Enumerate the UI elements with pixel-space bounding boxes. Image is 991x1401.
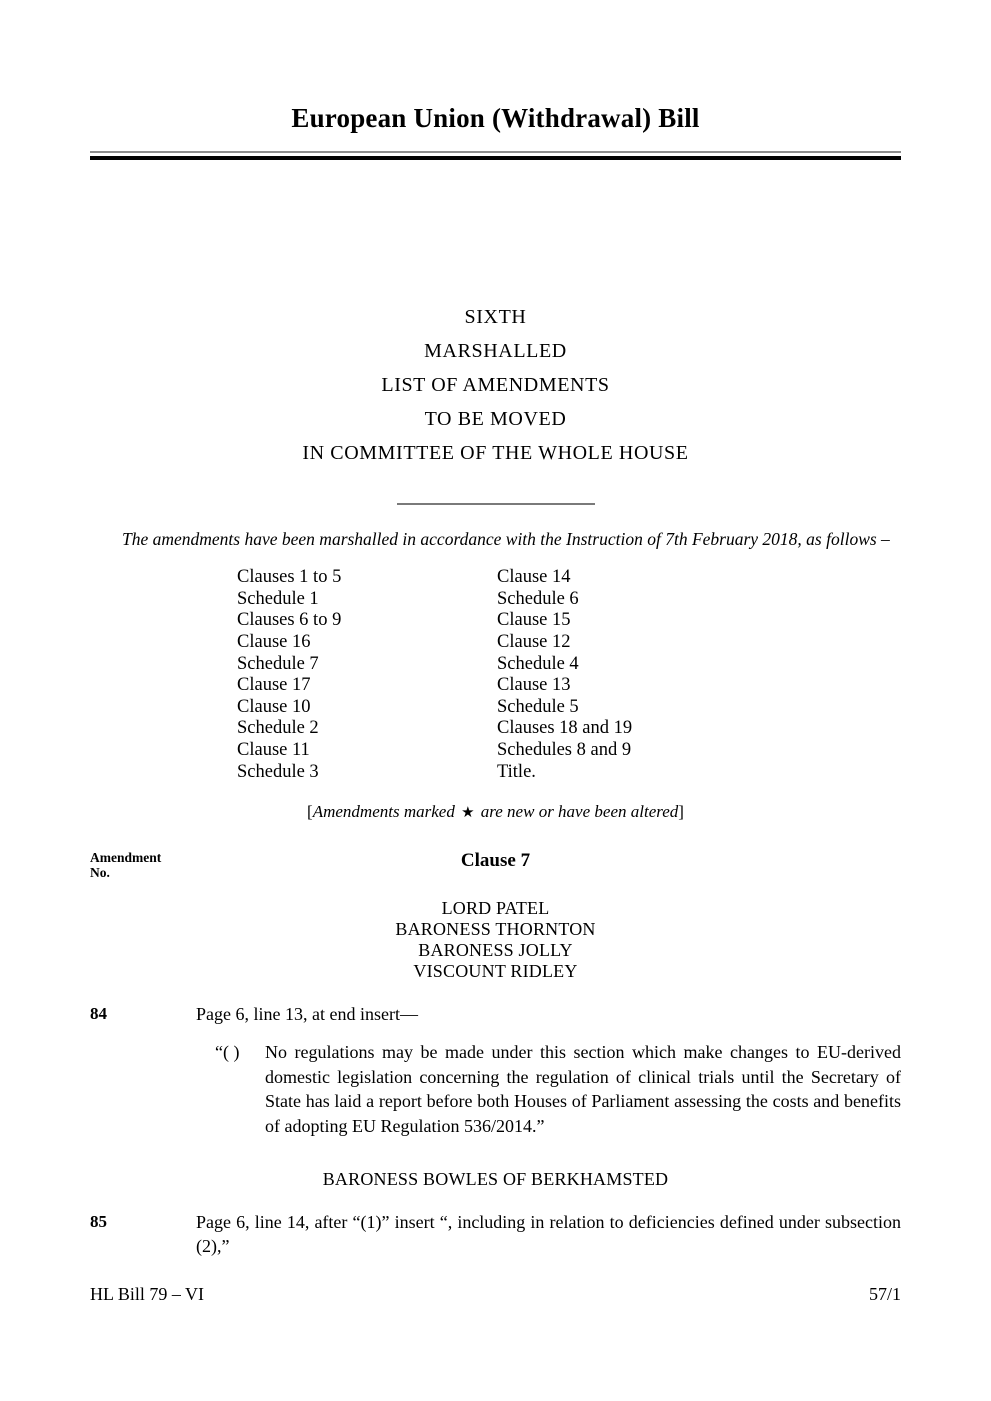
quote-marker: “( ) (215, 1042, 240, 1063)
amendment-entry-84 (90, 1002, 901, 1138)
amendment-number: 84 (90, 1004, 107, 1024)
page-title: European Union (Withdrawal) Bill (291, 103, 700, 133)
clause-order-column-left (237, 567, 341, 783)
clause-order-item: Clause 13 (497, 675, 571, 696)
heading-line-to-be-moved: TO BE MOVED (424, 407, 567, 430)
clause-order-item: Clause 17 (237, 675, 311, 696)
marshalled-list-heading (90, 300, 901, 505)
clause-order-item: Schedule 6 (497, 588, 579, 609)
clause-order-item: Clause 10 (237, 696, 311, 717)
note-text-after: are new or have been altered (476, 802, 679, 822)
amendment-quoted-text (215, 1040, 901, 1138)
clause-order-list (90, 567, 901, 783)
clause-order-item: Schedule 5 (497, 696, 579, 717)
clause-heading: Clause 7 (460, 850, 531, 872)
amendment-no-label-line2: No. (90, 865, 110, 881)
clause-order-item: Clauses 6 to 9 (237, 610, 342, 631)
clause-order-item: Clauses 18 and 19 (497, 718, 633, 739)
title-divider-rules (90, 151, 901, 160)
amendment-lead-text: Page 6, line 14, after “(1)” insert “, including in relation to deficiencies defined under subsection (2),” (196, 1212, 901, 1257)
bill-reference: HL Bill 79 – VI (90, 1284, 205, 1304)
sponsor-name: BARONESS BOWLES OF BERKHAMSTED (322, 1169, 669, 1190)
amendment-number: 85 (90, 1212, 107, 1232)
clause-order-item: Clause 15 (497, 610, 571, 631)
heading-line-sixth: SIXTH (464, 305, 527, 328)
clause-order-item: Schedule 7 (237, 653, 319, 674)
clause-order-item: Title. (497, 761, 536, 782)
amendment-no-label (90, 850, 161, 880)
heading-line-list-of-amendments: LIST OF AMENDMENTS (381, 373, 610, 396)
star-icon: ★ (461, 805, 475, 822)
amendment-lead-text: Page 6, line 13, at end insert— (196, 1004, 418, 1025)
heading-line-in-committee: IN COMMITTEE OF THE WHOLE HOUSE (302, 441, 689, 464)
quote-body: No regulations may be made under this section which make changes to EU-derived domestic legislation concerning the regulation of clinical trials until the Secretary of State has laid a report before both Houses of Parliament assessing the costs and benefits of adopting EU Regulation 536/2014.” (265, 1042, 901, 1136)
amendment-entry-85 (90, 1210, 901, 1258)
clause-order-item: Schedule 2 (237, 718, 319, 739)
sponsor-list (90, 898, 901, 982)
clause-order-item: Clause 16 (237, 631, 311, 652)
section-divider (397, 503, 595, 505)
amendment-column-header (90, 850, 901, 890)
clause-order-item: Schedule 1 (237, 588, 319, 609)
title-rule-thick (90, 156, 901, 160)
note-open-bracket: [ (307, 802, 313, 822)
heading-line-marshalled: MARSHALLED (424, 339, 567, 362)
sponsor-name: VISCOUNT RIDLEY (413, 961, 578, 982)
clause-order-item: Schedule 4 (497, 653, 579, 674)
clause-order-item: Schedules 8 and 9 (497, 739, 632, 760)
sponsor-name: BARONESS JOLLY (418, 940, 573, 961)
starred-amendments-note (90, 802, 901, 822)
clause-order-column-right (497, 567, 632, 783)
amendment-no-label-line1: Amendment (90, 850, 162, 866)
sponsor-name: LORD PATEL (441, 898, 550, 919)
clause-order-item: Schedule 3 (237, 761, 319, 782)
clause-order-item: Clauses 1 to 5 (237, 567, 342, 588)
sponsor-name: BARONESS THORNTON (395, 919, 596, 940)
page-footer (90, 1283, 901, 1305)
note-text-before: Amendments marked (312, 802, 460, 822)
clause-order-item: Clause 14 (497, 567, 571, 588)
clause-order-item: Clause 11 (237, 739, 310, 760)
note-close-bracket: ] (678, 802, 684, 822)
instruction-paragraph: The amendments have been marshalled in accordance with the Instruction of 7th February 2018, as follows – (122, 528, 890, 549)
page-number: 57/1 (868, 1284, 901, 1304)
clause-order-item: Clause 12 (497, 631, 571, 652)
